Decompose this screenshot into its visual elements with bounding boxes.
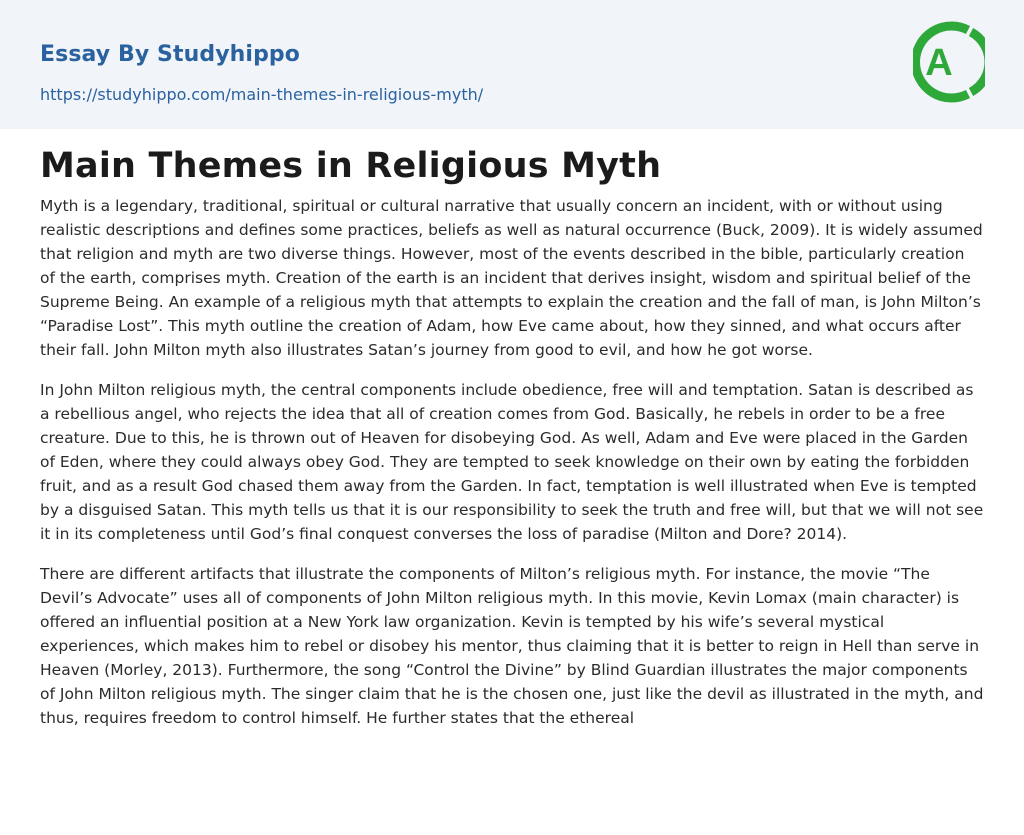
studyhippo-logo-icon[interactable] [913, 20, 985, 104]
essay-body [40, 194, 984, 746]
essay-url-link[interactable]: https://studyhippo.com/main-themes-in-religious-myth/ [40, 85, 484, 104]
essay-paragraph: Myth is a legendary, traditional, spiritual or cultural narrative that usually concern an incident, with or without using realistic descriptions and defines some practices, beliefs as well as natural occurrence (Buck, 2009). It is widely assumed that religion and myth are two diverse things. However, most of the events described in the bible, particularly creation of the earth, comprises myth. Creation of the earth is an incident that derives insight, wisdom and spiritual belief of the Supreme Being. An example of a religious myth that attempts to explain the creation and the fall of man, is John Milton’s “Paradise Lost”. This myth outline the creation of Adam, how Eve came about, how they sinned, and what occurs after their fall. John Milton myth also illustrates Satan’s journey from good to evil, and how he got worse. [40, 197, 983, 359]
site-header [0, 0, 1024, 129]
essay-title: Main Themes in Religious Myth [40, 146, 662, 186]
site-brand[interactable]: Essay By Studyhippo [40, 42, 300, 67]
essay-paragraph: In John Milton religious myth, the central components include obedience, free will and temptation. Satan is described as a rebellious angel, who rejects the idea that all of creation comes from God. Basically, he rebels in order to be a free creature. Due to this, he is thrown out of Heaven for disobeying God. As well, Adam and Eve were placed in the Garden of Eden, where they could always obey God. They are tempted to seek knowledge on their own by eating the forbidden fruit, and as a result God chased them away from the Garden. In fact, temptation is well illustrated when Eve is tempted by a disguised Satan. This myth tells us that it is our responsibility to seek the truth and free will, but that we will not see it in its completeness until God’s final conquest converses the loss of paradise (Milton and Dore? 2014). [40, 381, 984, 543]
essay-paragraph: There are different artifacts that illustrate the components of Milton’s religious myth. For instance, the movie “The Devil’s Advocate” uses all of components of John Milton religious myth. In this movie, Kevin Lomax (main character) is offered an influential position at a New York law organization. Kevin is tempted by his wife’s several mystical experiences, which makes him to rebel or disobey his mentor, thus claiming that it is better to reign in Hell than serve in Heaven (Morley, 2013). Furthermore, the song “Control the Divine” by Blind Guardian illustrates the major components of John Milton religious myth. The singer claim that he is the chosen one, just like the devil as illustrated in the myth, and thus, requires freedom to control himself. He further states that the ethereal [40, 565, 984, 727]
logo-letter: A [925, 42, 953, 84]
